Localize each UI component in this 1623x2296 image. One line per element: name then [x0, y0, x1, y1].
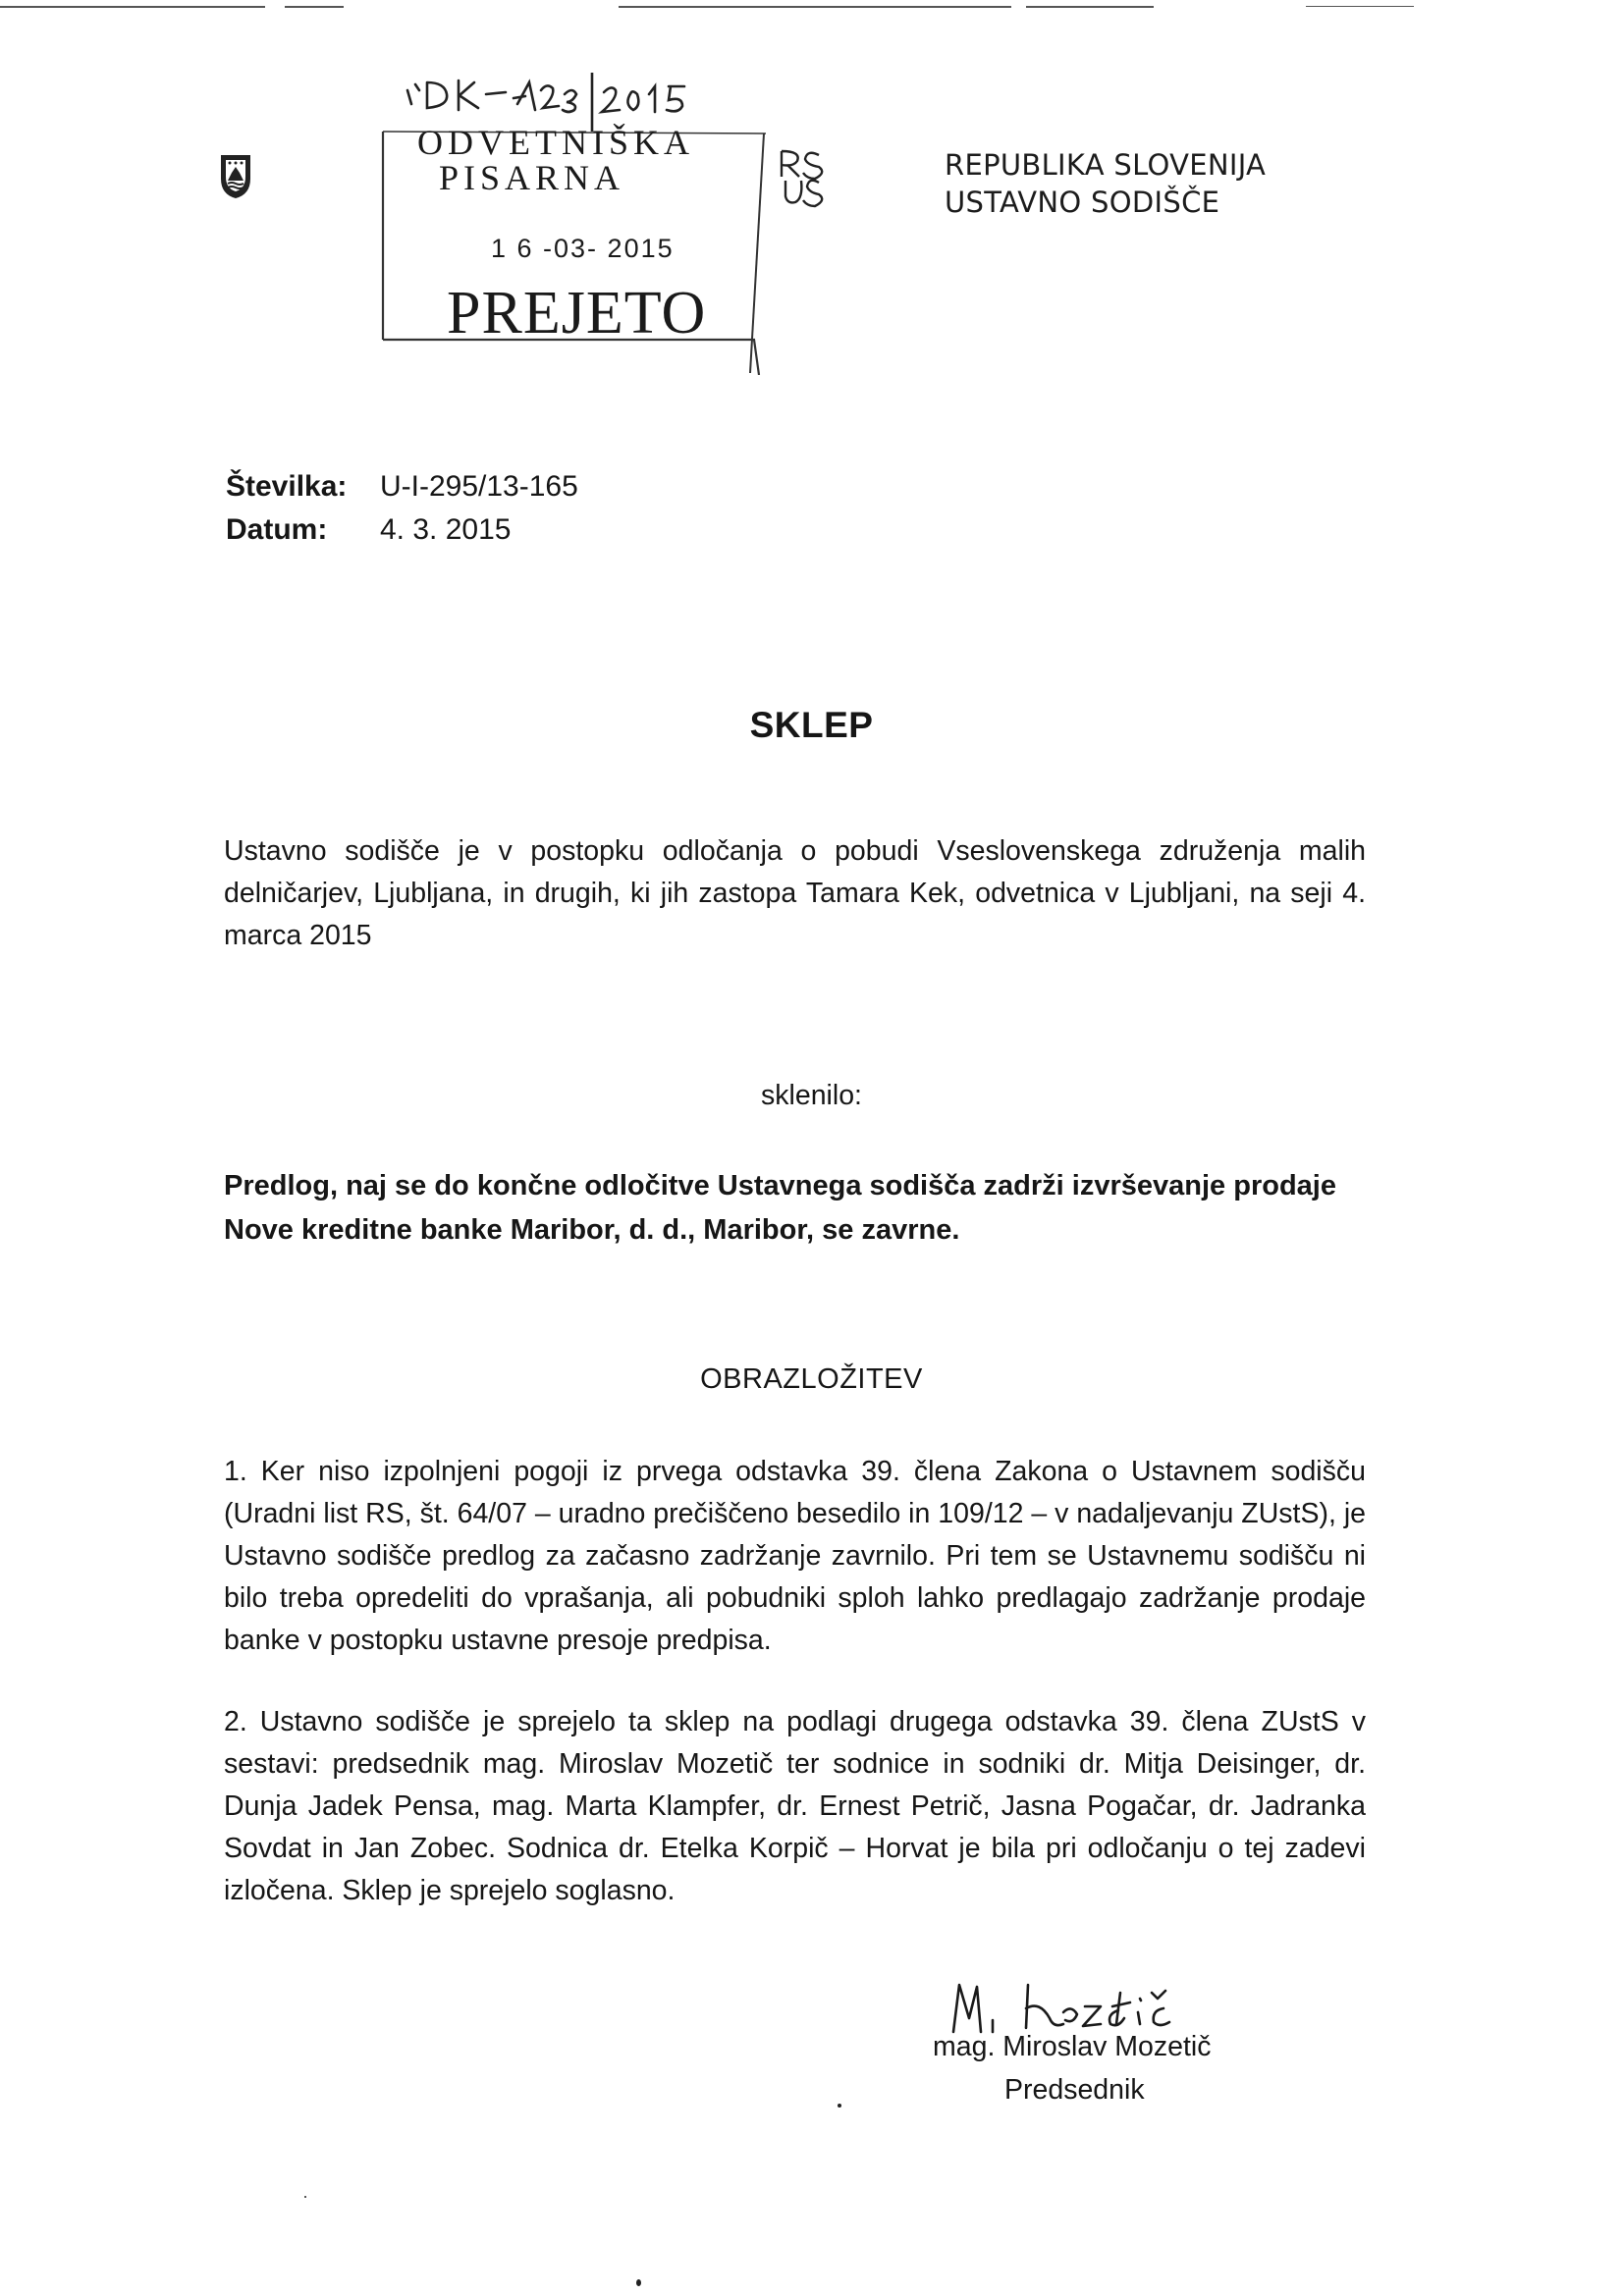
- signatory-name: mag. Miroslav Mozetič: [933, 2031, 1212, 2062]
- institution-name: USTAVNO SODIŠČE: [945, 186, 1220, 219]
- scan-speck: [304, 2196, 306, 2198]
- scan-line: [1306, 6, 1414, 7]
- date-value: 4. 3. 2015: [380, 513, 512, 546]
- reasoning-paragraph-2: 2. Ustavno sodišče je sprejelo ta sklep na podlagi drugega odstavka 39. člena ZUstS v sestavi: predsednik mag. Miroslav Mozetič ter sodnice in sodniki dr. Mitja Deisinger, dr. Dunja Jadek Pensa, mag. Marta Klampfer, dr. Ernest Petrič, Jasna Pogačar, dr. Jadranka Sovdat in Jan Zobec. Sodnica dr. Etelka Korpič – Horvat je bila pri odločanju o tej zadevi izločena. Sklep je sprejelo soglasno.: [224, 1706, 1366, 1906]
- scan-line: [1026, 6, 1154, 8]
- document-title: SKLEP: [749, 705, 874, 745]
- handwritten-signature: [947, 1963, 1242, 2042]
- case-number-value: U-I-295/13-165: [380, 470, 578, 503]
- coat-of-arms-icon: [218, 151, 253, 200]
- reasoning-paragraph-1: 1. Ker niso izpolnjeni pogoji iz prvega odstavka 39. člena Zakona o Ustavnem sodišču (Uradni list RS, št. 64/07 – uradno prečiščeno besedilo in 109/12 – v nadaljevanju ZUstS), je Ustavno sodišče predlog za začasno zadržanje zavrnilo. Pri tem se Ustavnemu sodišču ni bilo treba opredeliti do vprašanja, ali pobudniki sploh lahko predlagajo zadržanje prodaje banke v postopku ustavne presoje predpisa.: [224, 1456, 1366, 1656]
- stamp-office-type: PISARNA: [439, 158, 625, 197]
- decided-label: sklenilo:: [761, 1080, 862, 1111]
- decision-text: Predlog, naj se do končne odločitve Ustavnega sodišča zadrži izvrševanje prodaje Nove kreditne banke Maribor, d. d., Maribor, se zavrne.: [224, 1170, 1336, 1246]
- signatory-role: Predsednik: [1004, 2074, 1145, 2106]
- scan-speck: [636, 2279, 641, 2286]
- scan-line: [285, 6, 344, 8]
- intro-paragraph: Ustavno sodišče je v postopku odločanja o pobudi Vseslovenskega združenja malih delničarjev, Ljubljana, in drugih, ki jih zastopa Tamara Kek, odvetnica v Ljubljani, na seji 4. marca 2015: [224, 835, 1366, 951]
- case-number-label: Številka:: [226, 470, 348, 503]
- scan-speck: [838, 2104, 841, 2108]
- stamp-received-label: PREJETO: [447, 280, 707, 347]
- scan-line: [619, 6, 1011, 8]
- scan-line: [0, 6, 265, 8]
- country-name: REPUBLIKA SLOVENIJA: [945, 148, 1267, 182]
- stamp-office-name: ODVETNIŠKA: [417, 123, 694, 162]
- stamp-date: 1 6 -03- 2015: [491, 234, 675, 263]
- date-label: Datum:: [226, 513, 328, 546]
- reasoning-heading: OBRAZLOŽITEV: [700, 1363, 923, 1395]
- court-logo-icon: [776, 147, 844, 208]
